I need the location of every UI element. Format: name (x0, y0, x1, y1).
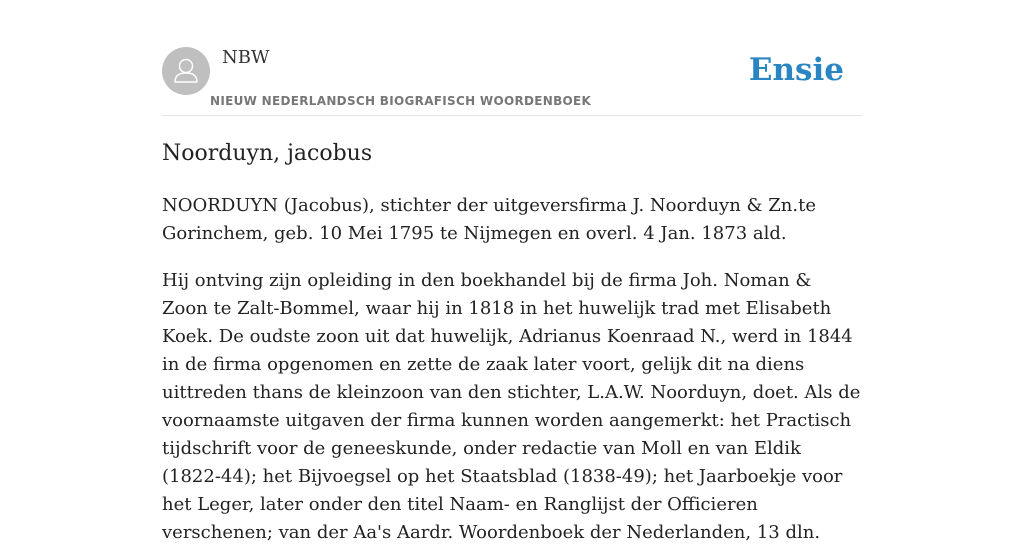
avatar[interactable] (162, 47, 210, 95)
page-title: Noorduyn, jacobus (162, 141, 373, 166)
header (162, 0, 862, 116)
source-name[interactable]: NBW (222, 47, 270, 68)
user-icon (162, 47, 210, 95)
brand-logo[interactable]: Ensie (748, 52, 844, 88)
article-paragraph: NOORDUYN (Jacobus), stichter der uitgeversfirma J. Noorduyn & Zn.te Gorinchem, geb. 10 Mei 1795 te Nijmegen en overl. 4 Jan. 1873 ald. (162, 195, 816, 244)
source-subtitle: NIEUW NEDERLANDSCH BIOGRAFISCH WOORDENBOEK (210, 94, 592, 108)
article-paragraph: Hij ontving zijn opleiding in den boekhandel bij de firma Joh. Noman & Zoon te Zalt-Bommel, waar hij in 1818 in het huwelijk trad met Elisabeth Koek. De oudste zoon uit dat huwelijk, Adrianus Koenraad N., werd in 1844 in de firma opgenomen en zette de zaak later voort, gelijk dit na diens uittreden thans de kleinzoon van den stichter, L.A.W. Noorduyn, doet. Als de voornaamste uitgaven der firma kunnen worden aangemerkt: het Practisch tijdschrift voor de geneeskunde, onder redactie van Moll en van Eldik (1822-44); het Bijvoegsel op het Staatsblad (1838-49); het Jaarboekje voor het Leger, later onder den titel Naam- en Ranglijst der Officieren verschenen; van der Aa's Aardr. Woordenboek der Nederlanden, 13 dln. (162, 270, 861, 543)
